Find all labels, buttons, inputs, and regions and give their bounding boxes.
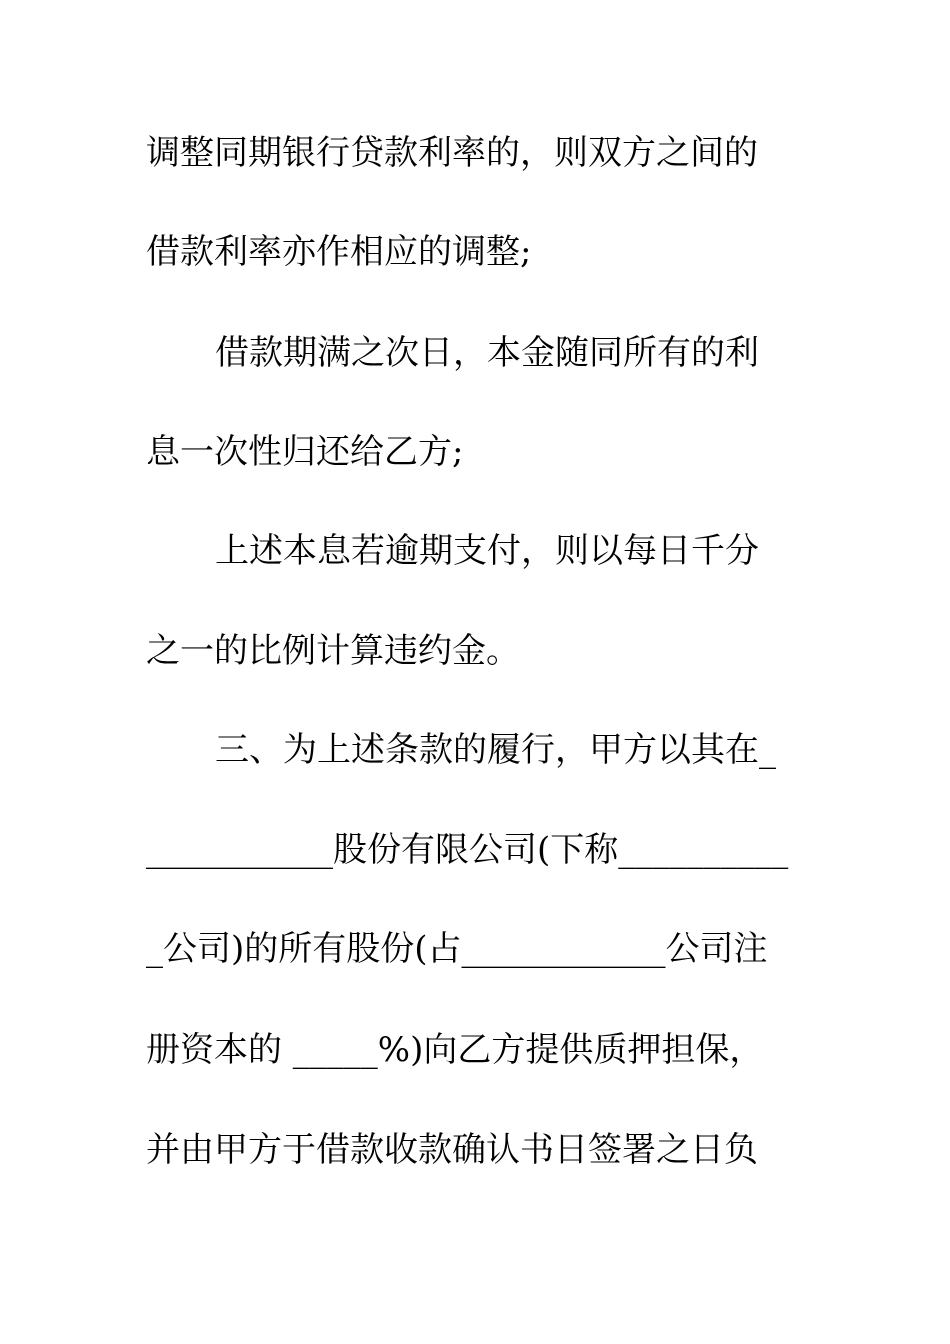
paragraph-line: 之一的比例计算违约金。 — [146, 631, 520, 671]
paragraph-line: _公司)的所有股份(占____________公司注 — [146, 929, 768, 969]
paragraph-line: 调整同期银行贷款利率的，则双方之间的 — [146, 133, 758, 173]
paragraph-line: 册资本的 _____%)向乙方提供质押担保， — [146, 1030, 764, 1070]
paragraph-line: ___________股份有限公司(下称__________ — [146, 830, 789, 870]
paragraph-line: 并由甲方于借款收款确认书日签署之日负 — [146, 1130, 758, 1170]
paragraph-line: 借款利率亦作相应的调整; — [146, 232, 532, 272]
paragraph-line: 息一次性归还给乙方; — [146, 432, 464, 472]
paragraph-line: 上述本息若逾期支付，则以每日千分 — [215, 531, 759, 571]
paragraph-line: 三、为上述条款的履行，甲方以其在_ — [215, 730, 776, 770]
paragraph-line: 借款期满之次日，本金随同所有的利 — [215, 333, 759, 373]
